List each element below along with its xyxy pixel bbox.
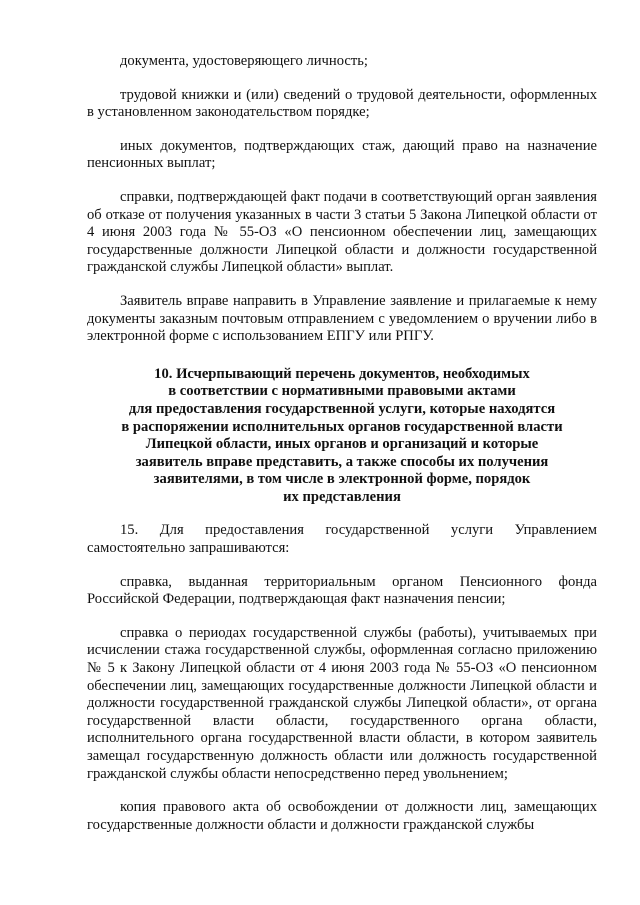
heading-line: Липецкой области, иных органов и организаций и которые — [145, 436, 539, 453]
paragraph-work-book: трудовой книжки и (или) сведений о трудовой деятельности, оформленных в установленном законодательством порядке; — [87, 86, 597, 121]
section-heading — [87, 366, 597, 507]
document-body — [87, 53, 597, 850]
heading-line: 10. Исчерпывающий перечень документов, необходимых — [154, 365, 530, 382]
heading-line: в распоряжении исполнительных органов государственной власти — [121, 418, 563, 435]
paragraph-refusal-certificate: справки, подтверждающей факт подачи в соответствующий орган заявления об отказе от получения указанных в части 3 статьи 5 Закона Липецкой области от 4 июня 2003 года № 55-ОЗ «О пенсионном обеспечении лиц, замещающих государственные должности Липецкой области и должности государственной гражданской службы Липецкой области» выплат. — [87, 188, 597, 276]
paragraph-pension-fund-certificate: справка, выданная территориальным органом Пенсионного фонда Российской Федерации, подтверждающая факт назначения пенсии; — [87, 573, 597, 608]
paragraph-dismissal-act-copy: копия правового акта об освобождении от должности лиц, замещающих государственные должности области и должности гражданской службы — [87, 799, 597, 833]
paragraph-submission-methods: Заявитель вправе направить в Управление заявление и прилагаемые к нему документы заказным почтовым отправлением с уведомлением о вручении либо в электронной форме с использованием ЕПГУ или РПГУ. — [87, 292, 597, 345]
heading-line: заявитель вправе представить, а также способы их получения — [135, 453, 549, 470]
heading-line: для предоставления государственной услуги, которые находятся — [128, 400, 556, 417]
paragraph-item-15: 15. Для предоставления государственной услуги Управлением самостоятельно запрашиваются: — [87, 522, 597, 557]
heading-line: заявителями, в том числе в электронной форме, порядок — [153, 471, 531, 488]
paragraph-identity-document: документа, удостоверяющего личность; — [120, 53, 368, 69]
paragraph-other-documents: иных документов, подтверждающих стаж, дающий право на назначение пенсионных выплат; — [87, 137, 597, 172]
heading-line: в соответствии с нормативными правовыми актами — [168, 383, 516, 400]
paragraph-service-period-certificate: справка о периодах государственной службы (работы), учитываемых при исчислении стажа государственной службы, оформленная согласно приложению № 5 к Закону Липецкой области от 4 июня 2003 года № 55-ОЗ «О пенсионном обеспечении лиц, замещающих государственные должности Липецкой области и должности государственной гражданской службы Липецкой области», от органа государственной власти области, государственного органа области, исполнительного органа государственной власти области, в котором заявитель замещал государственную должность области или должность государственной гражданской службы области непосредственно перед увольнением; — [87, 624, 597, 782]
heading-line: их представления — [283, 488, 401, 505]
